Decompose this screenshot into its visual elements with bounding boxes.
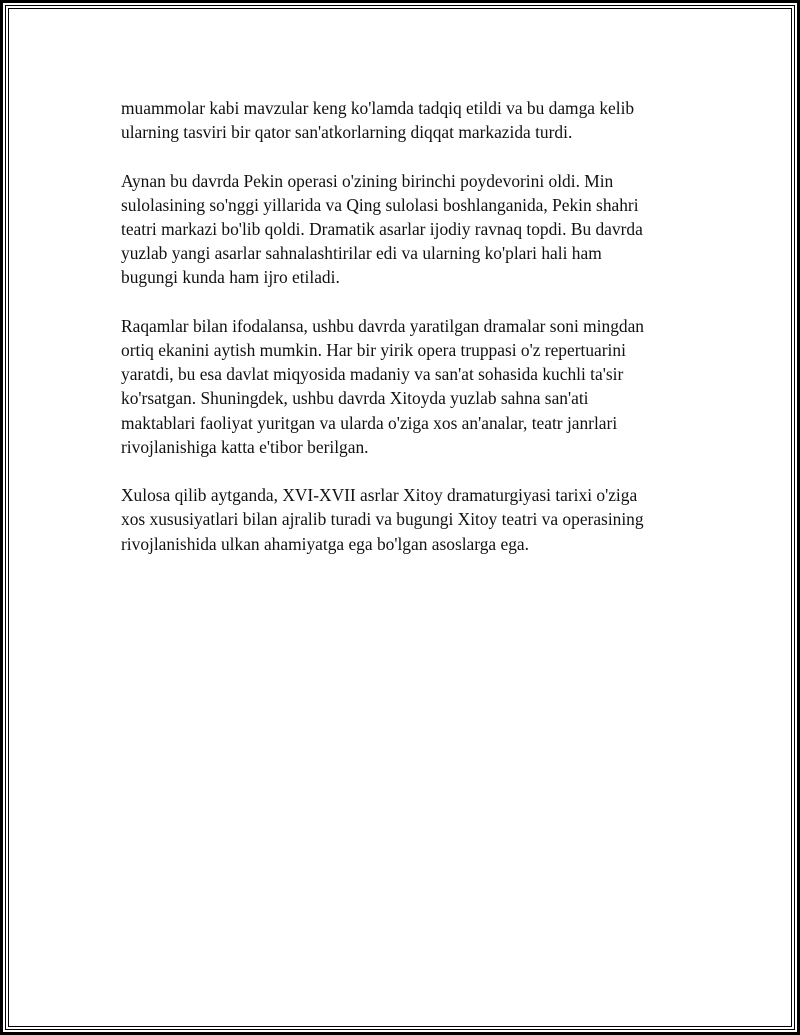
paragraph-4: Xulosa qilib aytganda, XVI-XVII asrlar Xitoy dramaturgiyasi tarixi o'ziga xos xususiyatlari bilan ajralib turadi va bugungi Xitoy teatri va operasining rivojlanishida ulkan ahamiyatga ega bo'lgan asoslarga ega.	[121, 485, 644, 554]
document-body	[121, 96, 691, 580]
paragraph-3: Raqamlar bilan ifodalansa, ushbu davrda yaratilgan dramalar soni mingdan ortiq ekanini aytish mumkin. Har bir yirik opera truppasi o'z repertuarini yaratdi, bu esa davlat miqyosida madaniy va san'at sohasida kuchli ta'sir ko'rsatgan. Shuningdek, ushbu davrda Xitoyda yuzlab sahna san'ati maktablari faoliyat yuritgan va ularda o'ziga xos an'analar, teatr janrlari rivojlanishiga katta e'tibor berilgan.	[121, 315, 645, 457]
paragraph-2: Aynan bu davrda Pekin operasi o'zining birinchi poydevorini oldi. Min sulolasining so'nggi yillarida va Qing sulolasi boshlanganida, Pekin shahri teatri markazi bo'lib qoldi. Dramatik asarlar ijodiy ravnaq topdi. Bu davrda yuzlab yangi asarlar sahnalashtirilar edi va ularning ko'plari hali ham bugungi kunda ham ijro etiladi.	[121, 170, 643, 288]
paragraph-1: muammolar kabi mavzular keng ko'lamda tadqiq etildi va bu damga kelib ularning tasviri bir qator san'atkorlarning diqqat markazida turdi.	[121, 98, 635, 143]
